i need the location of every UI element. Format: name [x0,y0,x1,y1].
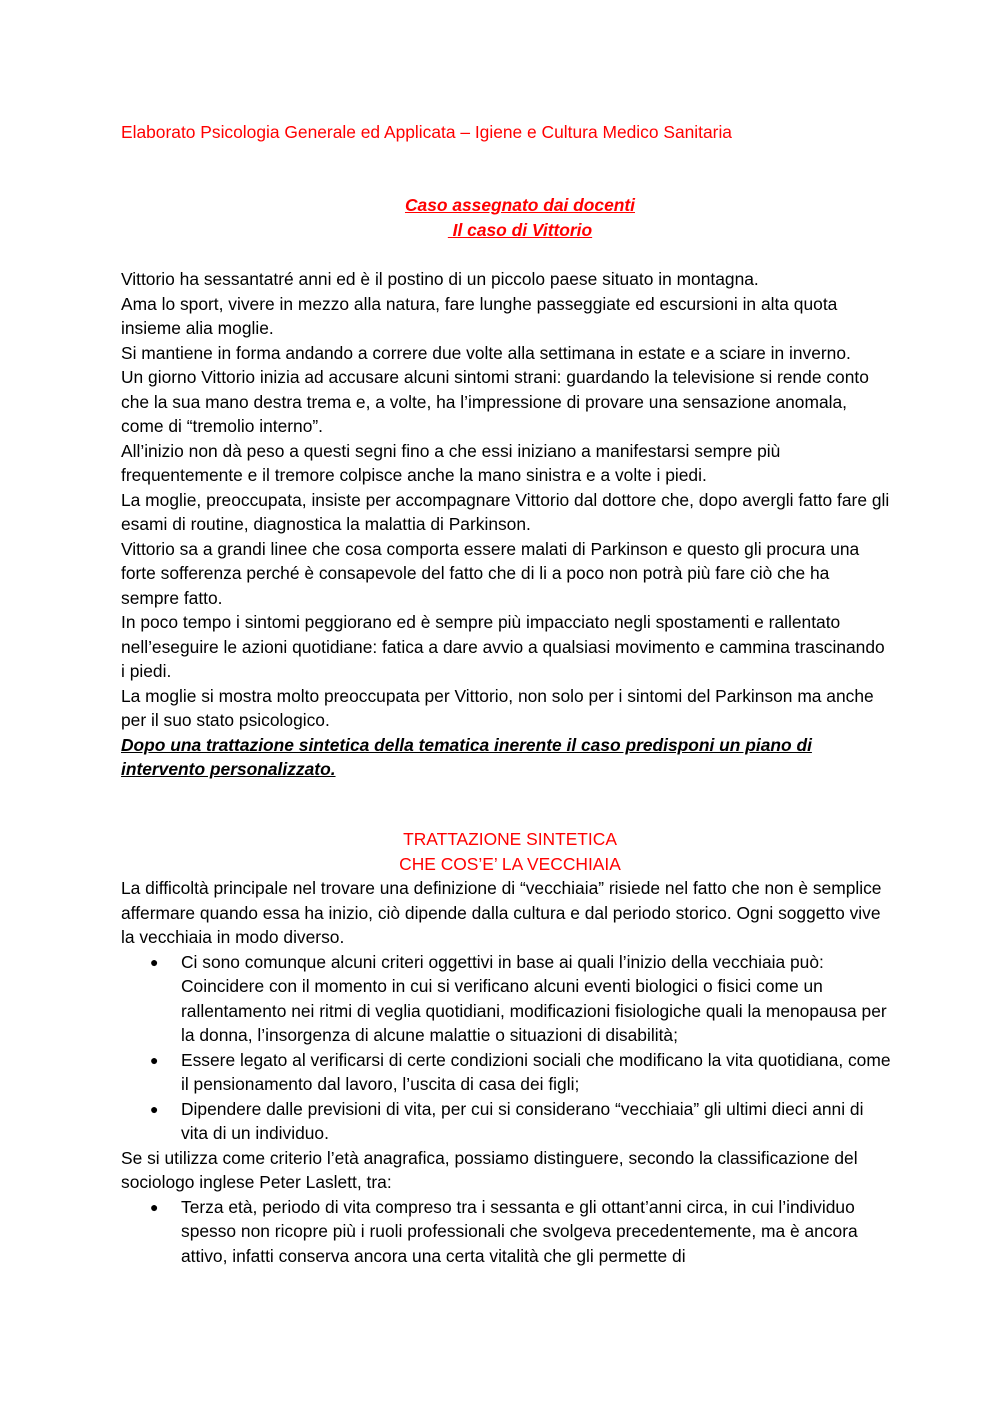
laslett-intro: Se si utilizza come criterio l’età anagrafica, possiamo distinguere, secondo la classificazione del sociologo inglese Peter Laslett, tra: [121,1147,858,1192]
case-heading [0,193,1000,242]
case-paragraph: La moglie, preoccupata, insiste per accompagnare Vittorio dal dottore che, dopo avergli fatto fare gli esami di routine, diagnostica la malattia di Parkinson. [121,489,890,534]
list-item [121,1097,891,1146]
case-heading-line-2: Il caso di Vittorio [447,219,593,240]
case-paragraph: Si mantiene in forma andando a correre due volte alla settimana in estate e a sciare in inverno. [121,342,851,363]
bullet-icon: ● [150,1198,159,1215]
section-text [121,876,891,1268]
bullet-icon: ● [150,1100,159,1117]
list-item-text: Ci sono comunque alcuni criteri oggettivi in base ai quali l’inizio della vecchiaia può: Coincidere con il momento in cui si verificano alcuni eventi biologici o fisici come un rallentamento nei ritmi di veglia quotidiani, modificazioni fisiologiche quali la menopausa per la donna, l’insorgenza di alcune malattie o situazioni di disabilità; [181,951,887,1045]
section-heading-line-2: CHE COS’E’ LA VECCHIAIA [399,853,621,874]
document-title: Elaborato Psicologia Generale ed Applicata – Igiene e Cultura Medico Sanitaria [121,122,732,142]
list-item-text: Essere legato al verificarsi di certe condizioni sociali che modificano la vita quotidiana, come il pensionamento dal lavoro, l’uscita di casa dei figli; [181,1049,891,1094]
case-paragraph: Ama lo sport, vivere in mezzo alla natura, fare lunghe passeggiate ed escursioni in alta quota insieme alia moglie. [121,293,838,338]
case-paragraph: All’inizio non dà peso a questi segni fino a che essi iniziano a manifestarsi sempre più frequentemente e il tremore colpisce anche la mano sinistra e a volte i piedi. [121,440,781,485]
assignment-task: Dopo una trattazione sintetica della tematica inerente il caso predisponi un piano di intervento personalizzato. [121,734,812,779]
section-heading [0,827,1000,876]
list-item [121,950,891,1048]
bullet-icon: ● [150,953,159,970]
case-heading-line-1: Caso assegnato dai docenti [404,195,635,215]
case-paragraph: La moglie si mostra molto preoccupata per Vittorio, non solo per i sintomi del Parkinson ma anche per il suo stato psicologico. [121,685,874,730]
list-item [121,1048,891,1097]
age-list [121,1195,891,1269]
criteria-list [121,950,891,1146]
list-item [121,1195,891,1269]
section-intro: La difficoltà principale nel trovare una definizione di “vecchiaia” risiede nel fatto che non è semplice affermare quando essa ha inizio, ciò dipende dalla cultura e dal periodo storico. Ogni soggetto vive la vecchiaia in modo diverso. [121,878,882,947]
list-item-text: Dipendere dalle previsioni di vita, per cui si considerano “vecchiaia” gli ultimi dieci anni di vita di un individuo. [181,1098,864,1143]
case-paragraph: Un giorno Vittorio inizia ad accusare alcuni sintomi strani: guardando la televisione si rende conto che la sua mano destra trema e, a volte, ha l’impressione di provare una sensazione anomala, come di “tremolio interno”. [121,367,869,436]
list-item-text: Terza età, periodo di vita compreso tra i sessanta e gli ottant’anni circa, in cui l’individuo spesso non ricopre più i ruoli professionali che svolgeva precedentemente, ma è ancora attivo, infatti conserva ancora una certa vitalità che gli permette di [181,1196,858,1266]
case-paragraph: In poco tempo i sintomi peggiorano ed è sempre più impacciato negli spostamenti e rallentato nell’eseguire le azioni quotidiane: fatica a dare avvio a qualsiasi movimento e cammina trascinando i piedi. [121,612,885,681]
case-paragraph: Vittorio ha sessantatré anni ed è il postino di un piccolo paese situato in montagna. [121,269,759,289]
section-heading-line-1: TRATTAZIONE SINTETICA [403,829,617,849]
case-text [121,267,891,782]
bullet-icon: ● [150,1051,159,1068]
case-paragraph: Vittorio sa a grandi linee che cosa comporta essere malati di Parkinson e questo gli procura una forte sofferenza perché è consapevole del fatto che di li a poco non potrà più fare ciò che ha sempre fatto. [121,538,860,608]
